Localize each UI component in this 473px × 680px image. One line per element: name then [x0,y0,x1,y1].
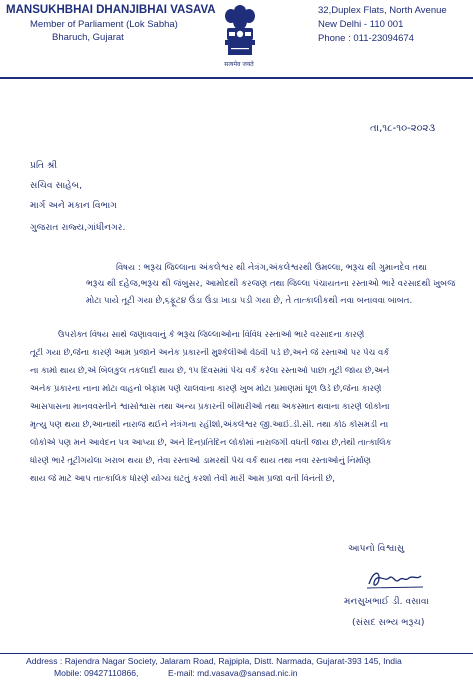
body-line: અનેક પ્રકારના નાના મોટા વાહનો બેફામ પણે ચાલવાના કારણે ખુબ મોટા પ્રમાણમાં ધૂળ ઉડે છે,જેના કારણે [30,384,382,394]
national-emblem-icon [222,2,258,58]
body-line: લોકોએ પણ મને આવેદન પત્ર આપ્યા છે, અને દિનપ્રતિદિન લોકોમાં નારાજગી વધતી જાય છે,તેથી તાત્કાલિક [30,438,392,448]
body-line: આસપાસના માનવવસ્તીને શ્વાસોશ્વાસ તથા અન્ય પ્રકારની બીમારીઓ તથા અકસ્માત થવાના કારણે લોકોના [30,402,390,412]
emblem-motto: सत्यमेव जयते [224,61,254,68]
body-line: તૂટી ગયા છે,જેના કારણે આમ પ્રજાને અનેક પ્રકારની મુશ્કેલીઓ વેઠવી પડે છે,અને જે રસ્તાઓ પર પેચ વર્ક [30,348,390,358]
footer-mobile: Mobile: 09427110866, [54,668,139,678]
recipient-line: સચિવ સાહેબ, [30,180,83,191]
footer-rule [0,653,473,654]
address-line-1: 32,Duplex Flats, North Avenue [318,5,447,16]
footer-address: Address : Rajendra Nagar Society, Jalaram Road, Rajpipla, Distt. Narmada, Gujarat-393 145, India [26,656,402,666]
footer-email: E-mail: md.vasava@sansad.nic.in [168,668,298,678]
subject-line: વિષય : ભરૂચ જિલ્લાના અંકલેશ્વર થી નેત્રંગ,અંકલેશ્વરથી ઉમલ્લા, ભરૂચ થી ગુમાનદેવ તથા [116,263,427,273]
recipient-line: ગુજરાત રાજ્ય,ગાંધીનગર. [30,222,126,233]
constituency: Bharuch, Gujarat [52,32,124,43]
subject-line: ભરૂચ થી દહેજ,ભરૂચ થી જંબુસર, આમોદથી કરજણ તથા જિલ્લા પંચાયતના રસ્તાઓ ભારે વરસાદથી ખુબજ [86,279,456,289]
mp-name: MANSUKHBHAI DHANJIBHAI VASAVA [6,4,216,16]
subject-line: મોટા પાયે તૂટી ગયા છે,૬ફૂટ૪ ઉંડા ઉંડા ખાડા પડી ગયા છે, તે તાત્કાલીકથી નવા બનાવવા બાબત. [86,296,413,306]
letter-date: તા,૧૮-૧૦-૨૦૨૩ [370,123,436,134]
handwritten-signature [365,566,425,592]
signatory-title: (સંસદ સભ્ય ભરૂચ) [352,617,425,628]
body-line: મૃત્યુ પણ થયા છે,આનાથી નારાજ થઈને નેત્રંગના રહીશો,અંકલેશ્વર જી.આઈ.ડી.સી. તથા કોઠ કોસમડી ના [30,420,389,430]
recipient-line: પ્રતિ શ્રી [30,160,58,171]
body-line: ધોરણે ભારે તૂટીગયેલા ખરાબ થયા છે, તેવા રસ્તાઓ ડામરથી પેચ વર્ક થાય તથા નવા રસ્તાઓનું નિર્માણ [30,456,372,466]
signatory-name: મનસુખભાઈ ડી. વસાવા [344,596,429,607]
address-line-2: New Delhi - 110 001 [318,19,404,30]
body-line: થાય જે માટે આપ તાત્કાલિક ધોરણે યોગ્ય ઘટતું કરશો તેવી મારી આમ પ્રજા વતી વિનંતી છે, [30,474,335,484]
closing: આપનો વિશ્વાસુ [348,543,405,554]
recipient-line: માર્ગ અને મકાન વિભાગ [30,200,117,211]
header-rule [0,77,473,79]
body-line: ઉપરોક્ત વિષય સાથે જણાવવાનું કે ભરૂચ જિલ્લાઓના વિવિધ રસ્તાઓ ભારે વરસાદના કારણે [58,330,365,340]
phone: Phone : 011-23094674 [318,33,414,44]
body-line: ના કામો થાય છે,એ બિલકુલ તકલાદી થાય છે, ૧૫ દિવસમાં પેચ વર્ક કરેલા રસ્તાઓ પાછા તૂટી જાય છે,અને [30,366,390,376]
designation: Member of Parliament (Lok Sabha) [30,19,178,30]
